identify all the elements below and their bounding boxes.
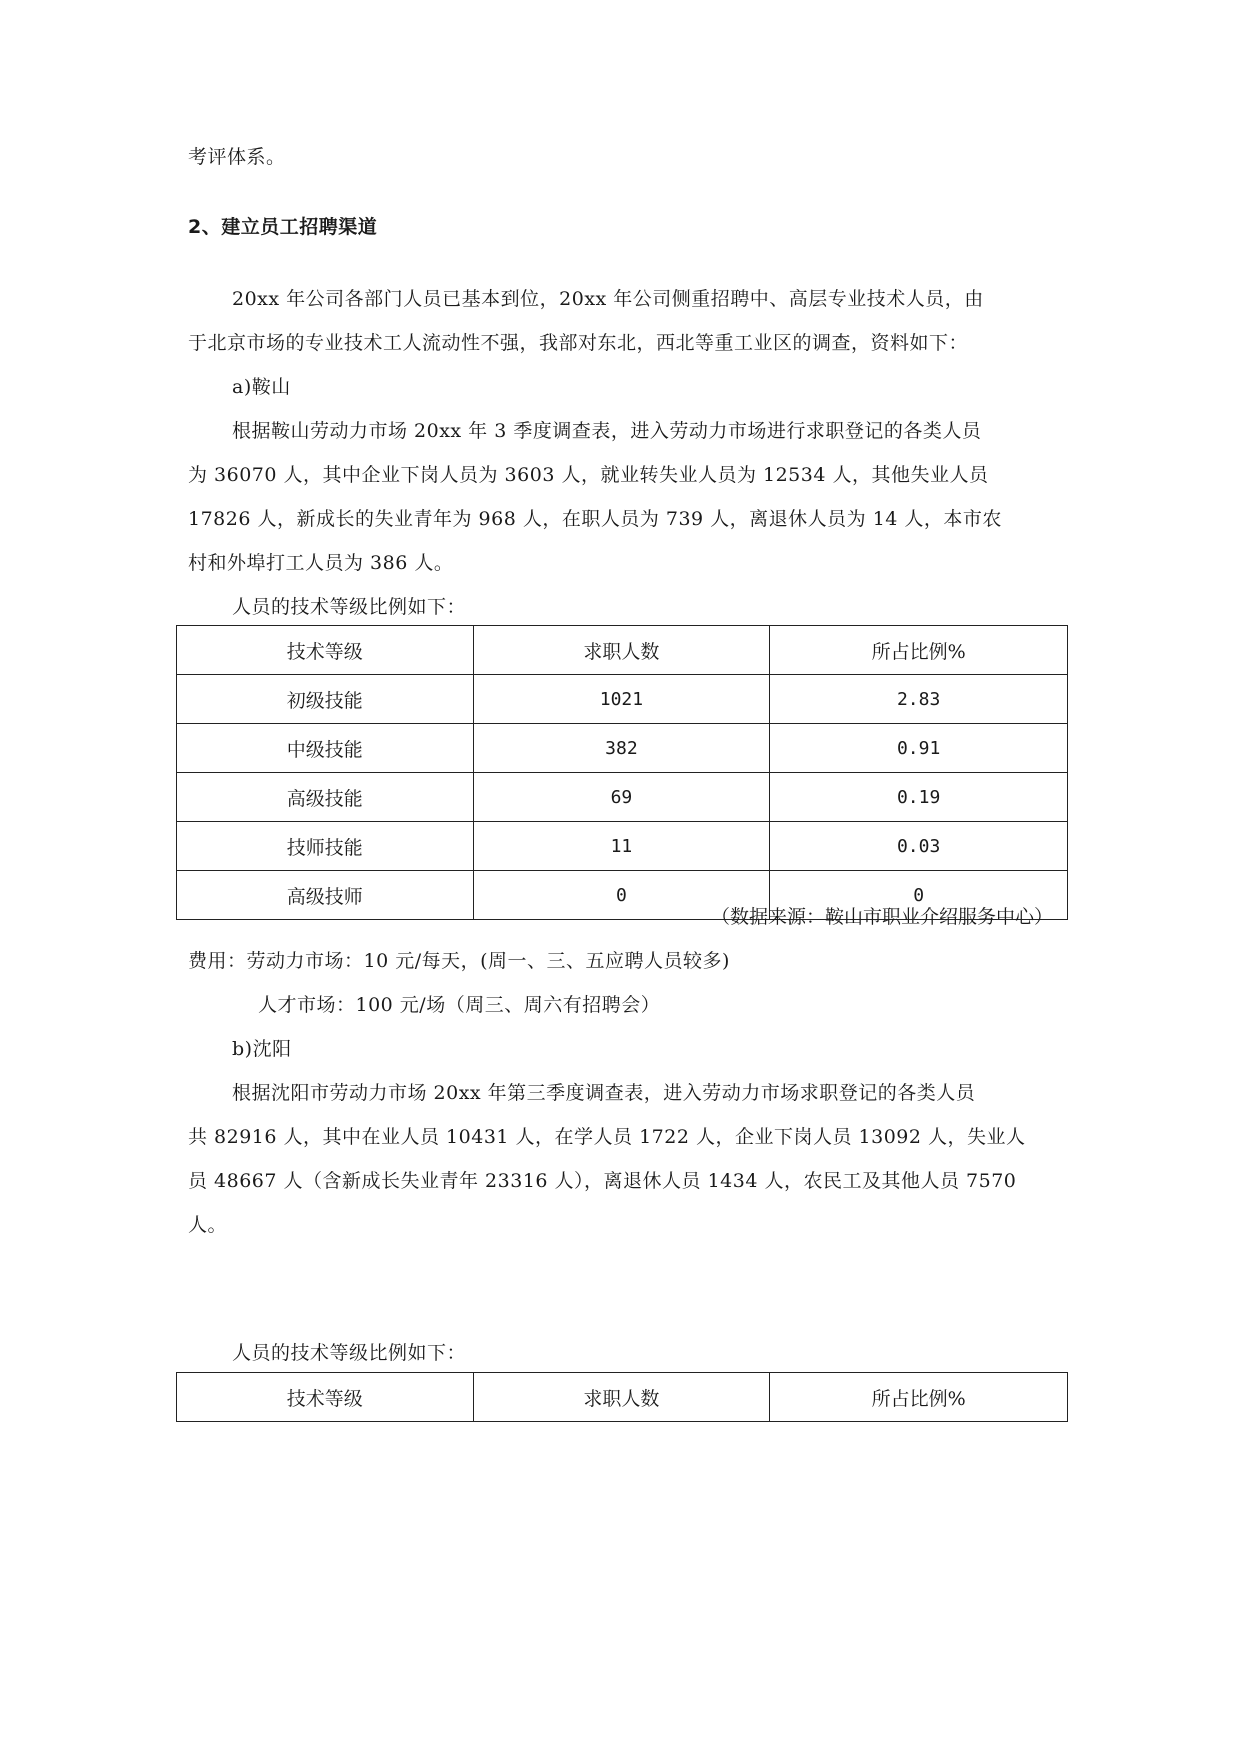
table-header-cell: 技术等级	[177, 1373, 474, 1422]
paragraph-line: 费用：劳动力市场：10 元/每天，(周一、三、五应聘人员较多)	[188, 950, 730, 972]
paragraph-line: 共 82916 人，其中在业人员 10431 人，在学人员 1722 人，企业下岗人员 13092 人，失业人	[188, 1126, 1026, 1148]
subsection-label: a)鞍山	[232, 376, 291, 398]
data-source-note: （数据来源：鞍山市职业介绍服务中心）	[710, 906, 1053, 928]
table-cell: 1021	[473, 675, 770, 724]
paragraph-line: 员 48667 人（含新成长失业青年 23316 人），离退休人员 1434 人，农民工及其他人员 7570	[188, 1170, 1017, 1192]
table-cell: 0.91	[770, 724, 1068, 773]
table-row	[177, 675, 1068, 724]
table-header-cell: 求职人数	[473, 626, 770, 675]
skill-level-table-shenyang	[176, 1372, 1068, 1422]
table-cell: 技师技能	[177, 822, 474, 871]
paragraph-line: 人才市场：100 元/场（周三、周六有招聘会）	[258, 994, 661, 1016]
paragraph-line: 17826 人，新成长的失业青年为 968 人，在职人员为 739 人，离退休人员为 14 人，本市农	[188, 508, 1002, 530]
table-cell: 高级技能	[177, 773, 474, 822]
paragraph-line: 根据鞍山劳动力市场 20xx 年 3 季度调查表，进入劳动力市场进行求职登记的各类人员	[232, 420, 982, 442]
table-header-cell: 所占比例%	[770, 1373, 1068, 1422]
table-cell: 2.83	[770, 675, 1068, 724]
table-header-cell: 技术等级	[177, 626, 474, 675]
table-intro: 人员的技术等级比例如下：	[232, 596, 467, 618]
table-row	[177, 773, 1068, 822]
paragraph-line: 为 36070 人，其中企业下岗人员为 3603 人，就业转失业人员为 12534 人，其他失业人员	[188, 464, 989, 486]
table-cell: 0.19	[770, 773, 1068, 822]
section-heading: 2、建立员工招聘渠道	[188, 216, 378, 238]
paragraph-line: 20xx 年公司各部门人员已基本到位，20xx 年公司侧重招聘中、高层专业技术人员，由	[232, 288, 984, 310]
table-header-cell: 求职人数	[473, 1373, 770, 1422]
subsection-label: b)沈阳	[232, 1038, 292, 1060]
paragraph-line: 于北京市场的专业技术工人流动性不强，我部对东北，西北等重工业区的调查，资料如下：	[188, 332, 969, 354]
table-intro: 人员的技术等级比例如下：	[232, 1342, 467, 1364]
table-row	[177, 822, 1068, 871]
table-cell: 0	[473, 871, 770, 920]
paragraph-line: 考评体系。	[188, 146, 286, 168]
table-row	[177, 724, 1068, 773]
table-cell: 11	[473, 822, 770, 871]
skill-level-table-anshan	[176, 625, 1068, 920]
paragraph-line: 村和外埠打工人员为 386 人。	[188, 552, 454, 574]
paragraph-line: 根据沈阳市劳动力市场 20xx 年第三季度调查表，进入劳动力市场求职登记的各类人员	[232, 1082, 976, 1104]
table-cell: 0.03	[770, 822, 1068, 871]
table-cell: 中级技能	[177, 724, 474, 773]
table-cell: 69	[473, 773, 770, 822]
table-cell: 0	[770, 871, 1068, 920]
table-header-cell: 所占比例%	[770, 626, 1068, 675]
table-header-row	[177, 626, 1068, 675]
table-cell: 382	[473, 724, 770, 773]
table-cell: 高级技师	[177, 871, 474, 920]
table-header-row	[177, 1373, 1068, 1422]
table-cell: 初级技能	[177, 675, 474, 724]
paragraph-line: 人。	[188, 1214, 228, 1236]
